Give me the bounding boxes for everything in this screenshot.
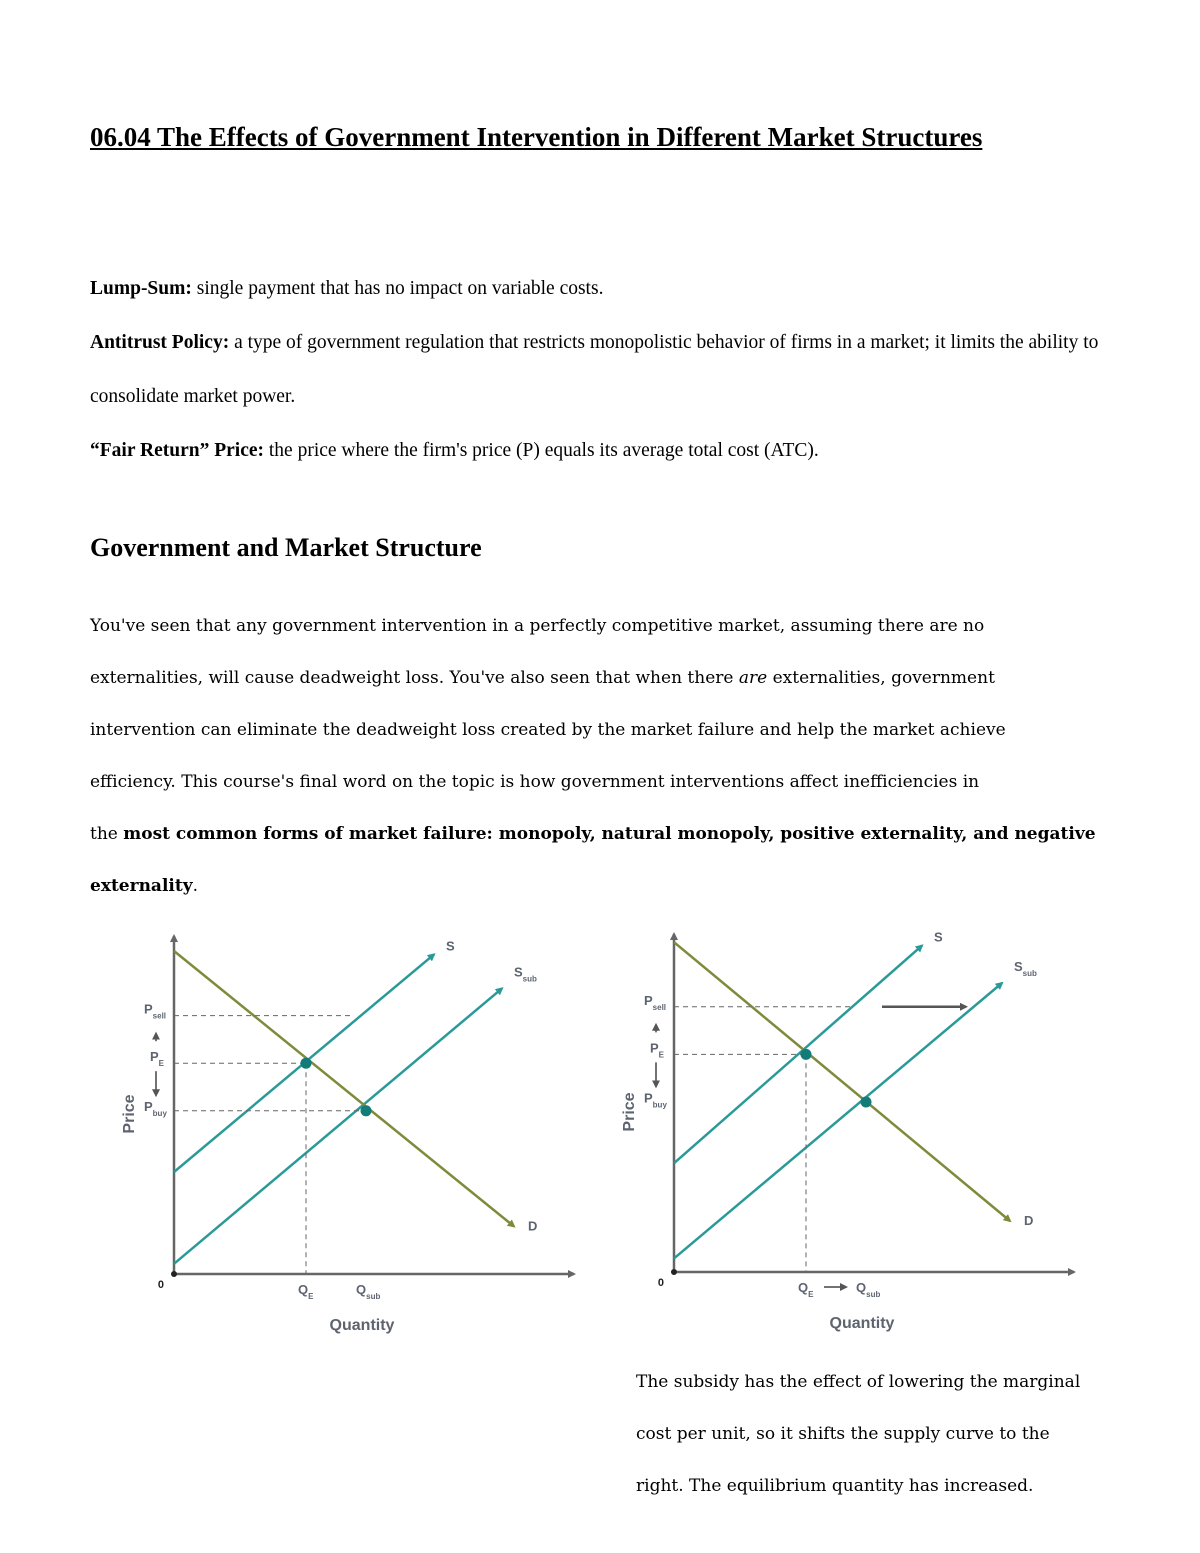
- q-sub-label: $Q_{sub}$: [856, 1280, 881, 1299]
- supply-label: S: [934, 929, 943, 945]
- p-buy-label: $P_{buy}$: [644, 1090, 667, 1110]
- demand-curve: [174, 951, 514, 1226]
- paragraph-line: [90, 756, 1130, 808]
- q-e-label: $Q_E$: [298, 1282, 314, 1301]
- p-sell-label: $P_{sell}$: [144, 1001, 167, 1021]
- subsidy-chart-right: [612, 920, 1098, 1348]
- paragraph-text: .: [192, 876, 199, 896]
- equilibrium-dot-before: [801, 1049, 812, 1060]
- body-paragraph: [90, 600, 1130, 912]
- origin-dot: [171, 1271, 177, 1277]
- caption-line: right. The equilibrium quantity has increased.: [636, 1476, 1034, 1496]
- origin-label: 0: [157, 1279, 164, 1291]
- paragraph-text: intervention can eliminate the deadweight loss created by the market failure and help the market achieve: [90, 720, 1006, 740]
- definition-term: “Fair Return” Price:: [90, 440, 264, 461]
- p-e-label: $P_E$: [150, 1049, 165, 1069]
- q-e-label: $Q_E$: [798, 1280, 814, 1299]
- y-axis-title: Price: [621, 1092, 638, 1132]
- paragraph-bold: externality: [90, 876, 193, 896]
- paragraph-text: the: [90, 824, 124, 844]
- definition-fair-return-price: [90, 424, 1130, 478]
- equilibrium-dot-after: [861, 1097, 872, 1108]
- paragraph-bold: most common forms of market failure: monopoly, natural monopoly, positive externality, and negative: [123, 824, 1096, 844]
- supply-label: S: [446, 938, 455, 954]
- paragraph-line: [90, 860, 1130, 912]
- q-sub-label: $Q_{sub}$: [356, 1282, 381, 1301]
- paragraph-emphasis: are: [738, 668, 768, 688]
- paragraph-line: [90, 600, 1130, 652]
- definition-lump-sum: [90, 262, 1130, 316]
- x-axis-title: Quantity: [329, 1317, 395, 1334]
- definition-term: Antitrust Policy:: [90, 332, 230, 353]
- definition-antitrust-policy: [90, 316, 1130, 424]
- y-axis-title: Price: [121, 1094, 138, 1134]
- paragraph-line: [90, 808, 1130, 860]
- definitions: [90, 262, 1130, 478]
- origin-label: 0: [657, 1277, 664, 1289]
- section-heading: Government and Market Structure: [90, 533, 482, 562]
- subsidized-supply-label: $S_{sub}$: [1014, 959, 1037, 978]
- equilibrium-dot-after: [361, 1105, 372, 1116]
- p-sell-label: $P_{sell}$: [644, 992, 667, 1012]
- paragraph-line: [90, 704, 1130, 756]
- paragraph-text: externalities, government: [767, 668, 995, 688]
- origin-dot: [671, 1269, 677, 1275]
- chart-caption: [636, 1356, 1116, 1512]
- p-e-label: $P_E$: [650, 1040, 665, 1060]
- definition-text: a type of government regulation that restricts monopolistic behavior of firms in a market; it limits the ability to consolidate market power.: [90, 332, 1099, 407]
- caption-line: cost per unit, so it shifts the supply curve to the: [636, 1424, 1050, 1444]
- x-axis-title: Quantity: [829, 1315, 895, 1332]
- equilibrium-dot-before: [301, 1058, 312, 1069]
- paragraph-text: You've seen that any government intervention in a perfectly competitive market, assuming there are no: [90, 616, 985, 636]
- paragraph-text: externalities, will cause deadweight loss. You've also seen that when there: [90, 668, 739, 688]
- demand-label: D: [528, 1218, 538, 1234]
- subsidy-chart-left: [112, 922, 598, 1350]
- demand-label: D: [1024, 1213, 1034, 1228]
- page-title: 06.04 The Effects of Government Intervention in Different Market Structures: [90, 122, 983, 152]
- definition-text: the price where the firm's price (P) equals its average total cost (ATC).: [264, 440, 819, 461]
- subsidized-supply-label: $S_{sub}$: [514, 964, 537, 984]
- demand-curve: [674, 942, 1010, 1221]
- subsidized-supply-curve: [174, 988, 502, 1263]
- definition-term: Lump-Sum:: [90, 278, 192, 299]
- caption-line: The subsidy has the effect of lowering the marginal: [636, 1372, 1081, 1392]
- paragraph-text: efficiency. This course's final word on the topic is how government interventions affect inefficiencies in: [90, 772, 980, 792]
- definition-text: single payment that has no impact on variable costs.: [191, 278, 604, 299]
- paragraph-line: [90, 652, 1130, 704]
- p-buy-label: $P_{buy}$: [144, 1099, 167, 1119]
